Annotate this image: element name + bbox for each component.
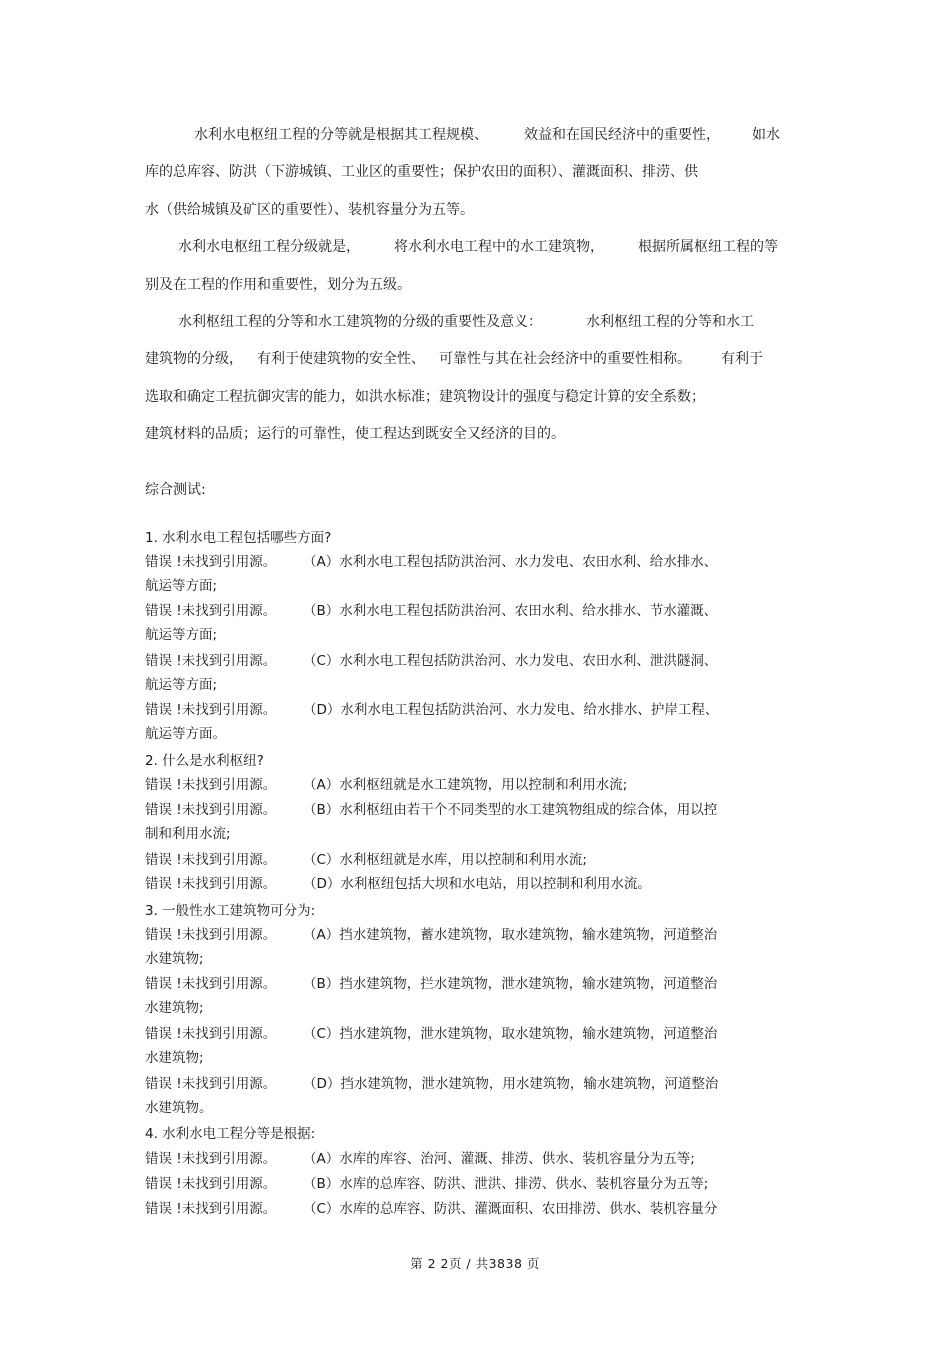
error-reference: 错误 !未找到引用源。 — [145, 876, 277, 892]
page-number-footer: 第 2 2页 / 共3838 页 — [410, 1256, 540, 1271]
question-2-option-d: 错误 !未找到引用源。 （D）水利枢纽包括大坝和水电站，用以控制和利用水流。 — [145, 876, 651, 892]
question-3-option-c: 错误 !未找到引用源。 （C）挡水建筑物，泄水建筑物，取水建筑物，输水建筑物，河道整治 — [145, 1026, 718, 1042]
question-1-option-b: 错误 !未找到引用源。 （B）水利水电工程包括防洪治河、农田水利、给水排水、节水灌溉、 — [145, 603, 718, 619]
question-1-option-c-cont: 航运等方面; — [145, 677, 218, 693]
error-reference: 错误 !未找到引用源。 — [145, 852, 277, 868]
paragraph-2-line-1: 水利水电枢纽工程分级就是， 将水利水电工程中的水工建筑物， 根据所属枢纽工程的等 — [178, 239, 778, 255]
question-2-option-c: 错误 !未找到引用源。 （C）水利枢纽就是水库，用以控制和利用水流; — [145, 852, 587, 868]
question-1-option-a: 错误 !未找到引用源。 （A）水利水电工程包括防洪治河、水力发电、农田水利、给水排水、 — [145, 554, 718, 570]
paragraph-3-line-4: 建筑材料的品质；运行的可靠性，使工程达到既安全又经济的目的。 — [145, 426, 565, 442]
question-1-title: 1. 水利水电工程包括哪些方面? — [145, 530, 332, 546]
error-reference: 错误 !未找到引用源。 — [145, 702, 277, 718]
question-1-option-d-cont: 航运等方面。 — [145, 726, 226, 742]
question-2-option-b: 错误 !未找到引用源。 （B）水利枢纽由若干个不同类型的水工建筑物组成的综合体，用以控 — [145, 802, 718, 818]
paragraph-1-line-3: 水（供给城镇及矿区的重要性）、装机容量分为五等。 — [145, 202, 474, 218]
question-3-option-a: 错误 !未找到引用源。 （A）挡水建筑物，蓄水建筑物，取水建筑物，输水建筑物，河道整治 — [145, 927, 718, 943]
question-4-title: 4. 水利水电工程分等是根据: — [145, 1126, 316, 1142]
error-reference: 错误 !未找到引用源。 — [145, 1026, 277, 1042]
question-4-option-b: 错误 !未找到引用源。 （B）水库的总库容、防洪、泄洪、排涝、供水、装机容量分为五等; — [145, 1176, 709, 1192]
paragraph-1-line-2: 库的总库容、防洪（下游城镇、工业区的重要性；保护农田的面积）、灌溉面积、排涝、供 — [145, 164, 698, 180]
question-3-option-b-cont: 水建筑物; — [145, 1000, 204, 1016]
section-title: 综合测试: — [145, 482, 206, 498]
question-4-option-a: 错误 !未找到引用源。 （A）水库的库容、治河、灌溉、排涝、供水、装机容量分为五等; — [145, 1151, 695, 1167]
question-3-option-d-cont: 水建筑物。 — [145, 1100, 213, 1116]
question-3-option-d: 错误 !未找到引用源。 （D）挡水建筑物，泄水建筑物，用水建筑物，输水建筑物，河道整治 — [145, 1076, 719, 1092]
paragraph-3-line-1: 水利枢纽工程的分等和水工建筑物的分级的重要性及意义： 水利枢纽工程的分等和水工 — [178, 314, 754, 330]
paragraph-3-line-2: 建筑物的分级， 有利于使建筑物的安全性、 可靠性与其在社会经济中的重要性相称。 有利于 — [145, 351, 763, 367]
error-reference: 错误 !未找到引用源。 — [145, 927, 277, 943]
question-1-option-d: 错误 !未找到引用源。 （D）水利水电工程包括防洪治河、水力发电、给水排水、护岸工程、 — [145, 702, 719, 718]
error-reference: 错误 !未找到引用源。 — [145, 777, 277, 793]
question-1-option-a-cont: 航运等方面; — [145, 578, 218, 594]
error-reference: 错误 !未找到引用源。 — [145, 802, 277, 818]
question-3-option-c-cont: 水建筑物; — [145, 1050, 204, 1066]
error-reference: 错误 !未找到引用源。 — [145, 976, 277, 992]
error-reference: 错误 !未找到引用源。 — [145, 1076, 277, 1092]
error-reference: 错误 !未找到引用源。 — [145, 554, 277, 570]
error-reference: 错误 !未找到引用源。 — [145, 1176, 277, 1192]
error-reference: 错误 !未找到引用源。 — [145, 1201, 277, 1217]
question-3-option-b: 错误 !未找到引用源。 （B）挡水建筑物，拦水建筑物，泄水建筑物，输水建筑物，河道整治 — [145, 976, 718, 992]
question-1-option-c: 错误 !未找到引用源。 （C）水利水电工程包括防洪治河、水力发电、农田水利、泄洪隧洞、 — [145, 653, 718, 669]
error-reference: 错误 !未找到引用源。 — [145, 1151, 277, 1167]
paragraph-1-line-1: 水利水电枢纽工程的分等就是根据其工程规模、 效益和在国民经济中的重要性， 如水 — [194, 127, 780, 143]
question-2-title: 2. 什么是水利枢纽? — [145, 753, 264, 769]
question-4-option-c: 错误 !未找到引用源。 （C）水库的总库容、防洪、灌溉面积、农田排涝、供水、装机容量分 — [145, 1201, 718, 1217]
paragraph-3-line-3: 选取和确定工程抗御灾害的能力，如洪水标准；建筑物设计的强度与稳定计算的安全系数； — [145, 389, 705, 405]
error-reference: 错误 !未找到引用源。 — [145, 603, 277, 619]
question-1-option-b-cont: 航运等方面; — [145, 627, 218, 643]
question-2-option-b-cont: 制和利用水流; — [145, 826, 231, 842]
question-3-title: 3. 一般性水工建筑物可分为: — [145, 903, 316, 919]
question-3-option-a-cont: 水建筑物; — [145, 951, 204, 967]
question-2-option-a: 错误 !未找到引用源。 （A）水利枢纽就是水工建筑物，用以控制和利用水流; — [145, 777, 628, 793]
error-reference: 错误 !未找到引用源。 — [145, 653, 277, 669]
paragraph-2-line-2: 别及在工程的作用和重要性，划分为五级。 — [145, 277, 411, 293]
